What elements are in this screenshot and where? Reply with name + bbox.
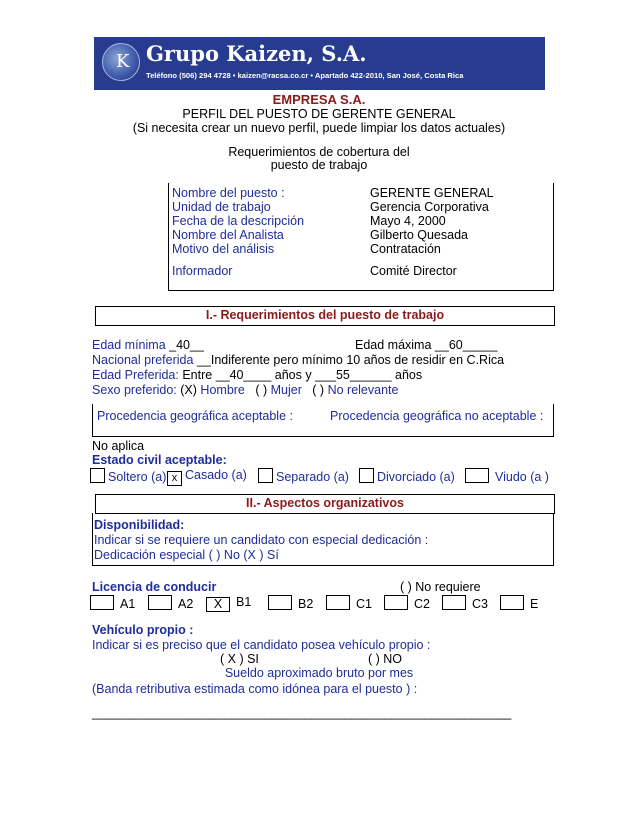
coverage-title-2: puesto de trabajo xyxy=(270,158,368,172)
disp-question: Indicar si se requiere un candidato con especial dedicación : xyxy=(94,533,429,547)
nacionalidad xyxy=(92,353,504,367)
sexo-label: Sexo preferido: xyxy=(92,383,177,397)
licencia-label: B2 xyxy=(298,597,314,611)
civil-option[interactable] xyxy=(258,468,349,484)
sueldo-label: Sueldo aproximado bruto por mes xyxy=(224,666,414,680)
licencia-option[interactable] xyxy=(500,595,538,611)
info-label: Motivo del análisis xyxy=(172,242,275,256)
checkbox[interactable] xyxy=(90,468,105,483)
licencia-option[interactable] xyxy=(384,595,430,611)
company-title: EMPRESA S.A. xyxy=(272,92,366,107)
info-label: Fecha de la descripción xyxy=(172,214,305,228)
licencia-option[interactable] xyxy=(268,595,313,611)
vehiculo-heading: Vehículo propio : xyxy=(92,623,194,637)
logo-letter: K xyxy=(116,51,130,72)
checkbox[interactable] xyxy=(90,595,114,610)
info-value: Mayo 4, 2000 xyxy=(370,214,446,228)
licencia-label: E xyxy=(530,597,539,611)
edad-pref-value: Entre __40____ años y ___55______ años xyxy=(182,368,423,382)
sexo-mujer-mark[interactable]: ( ) xyxy=(255,383,268,397)
brand-name: Grupo Kaizen, S.A. xyxy=(146,41,367,66)
licencia-label: C1 xyxy=(356,597,372,611)
checkbox[interactable]: x xyxy=(167,471,182,486)
geo-aceptable: Procedencia geográfica aceptable : xyxy=(97,409,293,423)
edad-maxima xyxy=(355,338,498,352)
info-label: Nombre del puesto : xyxy=(172,186,285,200)
profile-note: (Si necesita crear un nuevo perfil, puede limpiar los datos actuales) xyxy=(132,121,506,135)
checkbox[interactable] xyxy=(465,468,489,483)
checkbox[interactable] xyxy=(500,595,524,610)
salary-underline[interactable]: _______________________________________________________________ xyxy=(92,706,512,720)
licencia-option[interactable] xyxy=(90,595,135,611)
civil-label: Divorciado (a) xyxy=(377,470,455,484)
sexo-norel-mark[interactable]: ( ) xyxy=(312,383,325,397)
checkbox[interactable] xyxy=(384,595,408,610)
info-value: Gerencia Corporativa xyxy=(370,200,489,214)
dedicacion: Dedicación especial ( ) No (X ) Sí xyxy=(94,548,279,562)
brand-contact: Teléfono (506) 294 4728 • kaizen@racsa.co.cr • Apartado 422-2010, San José, Costa Rica xyxy=(146,71,464,80)
vehiculo-question: Indicar si es preciso que el candidato posea vehículo propio : xyxy=(92,638,431,652)
civil-option[interactable] xyxy=(359,468,455,484)
checkbox[interactable] xyxy=(359,468,374,483)
checkbox[interactable] xyxy=(268,595,292,610)
disp-heading: Disponibilidad: xyxy=(94,518,185,532)
geo-no-aceptable: Procedencia geográfica no aceptable : xyxy=(330,409,544,423)
section-1-heading: I.- Requerimientos del puesto de trabajo xyxy=(95,306,555,326)
civil-option[interactable] xyxy=(167,468,247,486)
edad-max-label: Edad máxima xyxy=(355,338,432,352)
checkbox[interactable]: X xyxy=(206,597,230,612)
licencia-label: A2 xyxy=(178,597,194,611)
civil-heading: Estado civil aceptable: xyxy=(92,453,227,467)
info-value: Comité Director xyxy=(370,264,457,278)
licencia-option[interactable] xyxy=(326,595,372,611)
checkbox[interactable] xyxy=(148,595,172,610)
civil-label: Separado (a) xyxy=(276,470,349,484)
info-value: Gilberto Quesada xyxy=(370,228,468,242)
info-value: Contratación xyxy=(370,242,441,256)
civil-option[interactable] xyxy=(465,468,549,484)
profile-title: PERFIL DEL PUESTO DE GERENTE GENERAL xyxy=(182,107,456,121)
licencia-option[interactable] xyxy=(148,595,193,611)
edad-pref-label: Edad Preferida: xyxy=(92,368,179,382)
licencia-option[interactable] xyxy=(206,595,251,612)
section-2-heading: II.- Aspectos organizativos xyxy=(95,494,555,514)
info-label: Informador xyxy=(172,264,233,278)
licencia-option[interactable] xyxy=(442,595,488,611)
vehiculo-si[interactable]: ( X ) SI xyxy=(220,652,259,666)
edad-min-value: _40__ xyxy=(169,338,204,352)
sexo-hombre: Hombre xyxy=(200,383,245,397)
civil-option[interactable] xyxy=(90,468,166,484)
sexo-mujer: Mujer xyxy=(270,383,302,397)
info-value: GERENTE GENERAL xyxy=(370,186,494,200)
licencia-no-requiere[interactable]: ( ) No requiere xyxy=(400,580,481,594)
coverage-title-1: Requerimientos de cobertura del xyxy=(228,145,410,159)
banda-label: (Banda retributiva estimada como idónea para el puesto ) : xyxy=(92,682,418,696)
edad-preferida xyxy=(92,368,422,382)
licencia-label: C2 xyxy=(414,597,430,611)
checkbox[interactable] xyxy=(326,595,350,610)
civil-label: Casado (a) xyxy=(185,468,247,482)
checkbox[interactable] xyxy=(442,595,466,610)
edad-max-value: __60_____ xyxy=(434,338,498,352)
info-label: Unidad de trabajo xyxy=(172,200,271,214)
sexo-norel: No relevante xyxy=(327,383,399,397)
sexo-hombre-mark[interactable]: (X) xyxy=(180,383,197,397)
nacional-label: Nacional preferida xyxy=(92,353,194,367)
company-banner xyxy=(94,37,545,90)
edad-min-label: Edad mínima xyxy=(92,338,166,352)
sexo-preferido xyxy=(92,383,398,397)
geo-value: No aplica xyxy=(92,439,145,453)
civil-label: Viudo (a ) xyxy=(495,470,549,484)
civil-label: Soltero (a) xyxy=(108,470,167,484)
nacional-value: __Indiferente pero mínimo 10 años de residir en C.Rica xyxy=(196,353,505,367)
licencia-label: B1 xyxy=(236,595,252,609)
licencia-label: C3 xyxy=(472,597,488,611)
vehiculo-no[interactable]: ( ) NO xyxy=(368,652,403,666)
edad-minima xyxy=(92,338,204,352)
checkbox[interactable] xyxy=(258,468,273,483)
licencia-label: A1 xyxy=(120,597,136,611)
licencia-heading: Licencia de conducir xyxy=(92,580,217,594)
info-label: Nombre del Analista xyxy=(172,228,284,242)
